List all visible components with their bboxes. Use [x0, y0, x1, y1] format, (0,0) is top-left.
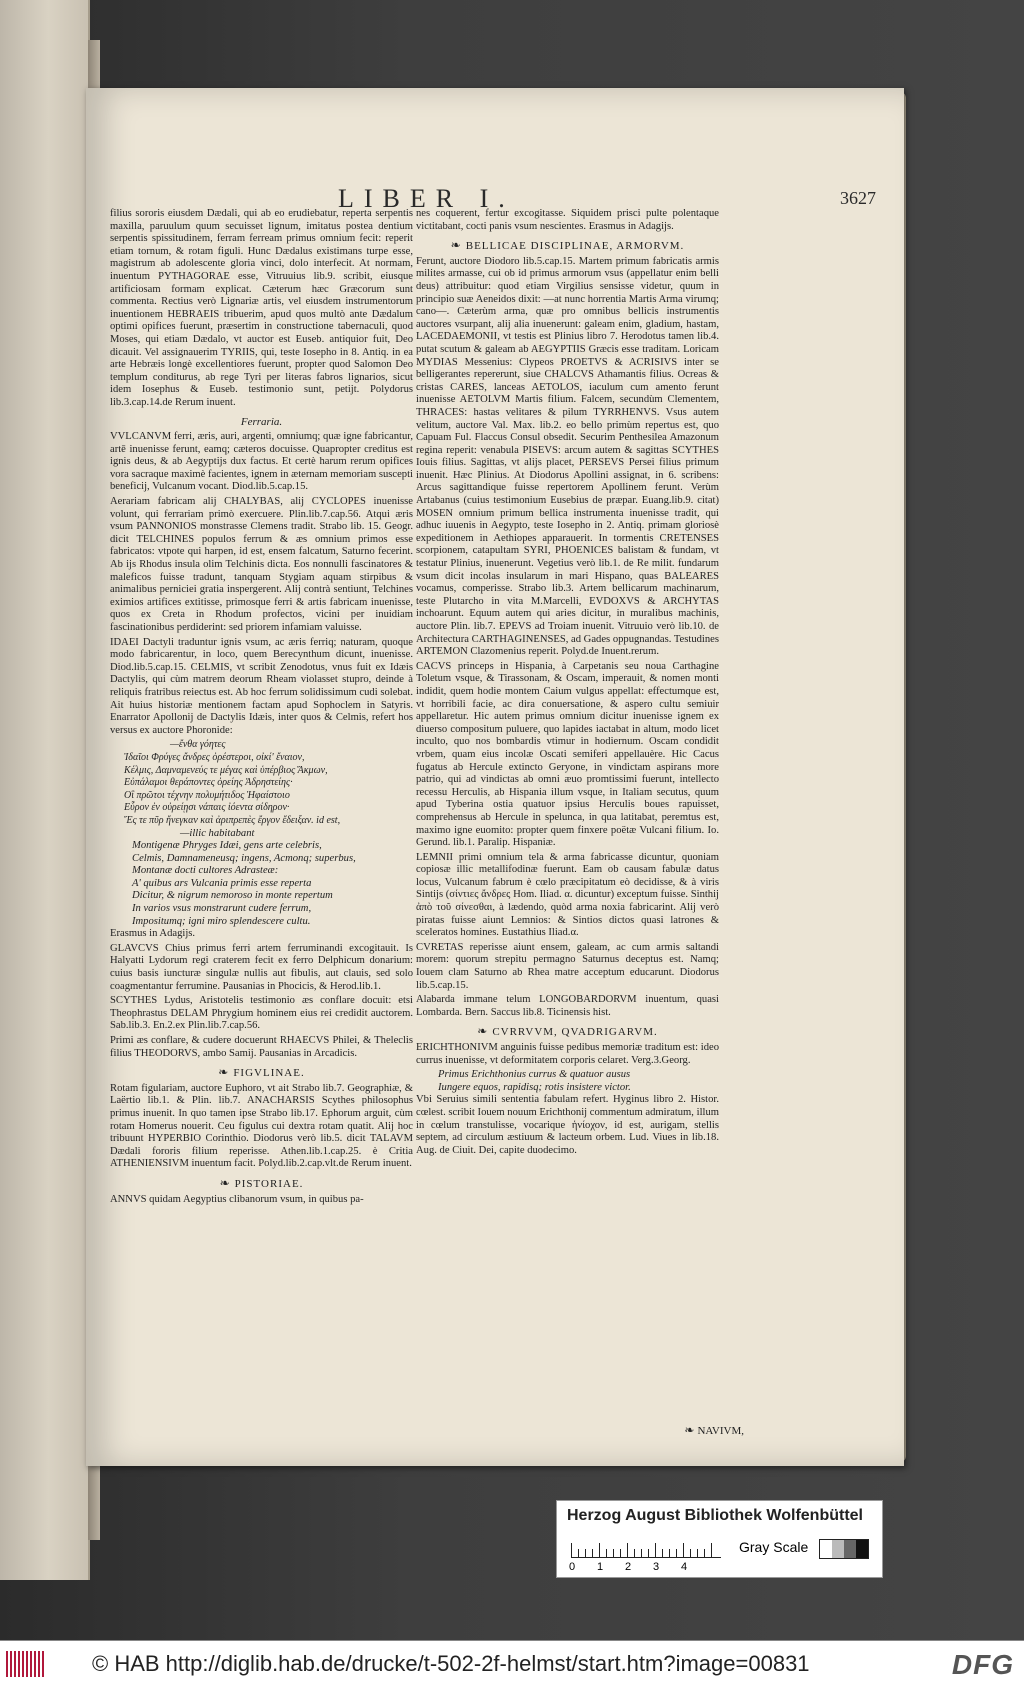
greek-verse-line: Ἰδαῖοι Φρύγες ἄνδρες ὀρέστεροι, οἰκί' ἔναιον, — [124, 751, 305, 763]
ruler-tick — [592, 1549, 593, 1557]
paragraph: Alabarda immane telum LONGOBARDORVM inuentum, quasi Lombarda. Bern. Saccus lib.8. Ticinensis hist. — [416, 994, 719, 1018]
section-heading-curruum — [416, 1025, 719, 1039]
paragraph: nes coquerent, fertur excogitasse. Siquidem prisci pulte polentaque victitabant, cocti panis vsum nescientes. Erasmus in Adagijs. — [416, 208, 719, 232]
ruler-number: 0 — [569, 1561, 576, 1573]
ruler-tick — [669, 1549, 670, 1557]
paragraph: CACVS princeps in Hispania, à Carpetanis seu noua Carthagine Toletum vsque, & Tirassonam, & Oscam, imperauit, & nomen monti indidit, quem hodie montem Caium vulgus appellat: effectumque est, vt horribili facie, ac dira conuersatione, & aspero cultu semiuir appellaretur. Hic autem primus omnium dicitur inuenisse ignem ex diuerso compositum puluere, quo lapides iactabat in altum, modo licet inculto, quo nos bombardis vtimur in hodiernum. Oscam condidit vrbem, quam eius incolæ Oscati semiferi appellauère. Hic Cacus fugatus ab Hercule extincto Geryone, in vindictam aspirans more patrio, qui ad vindictas ab omni æuo promtissimi fuerunt, intellecto recessu Herculis, ab Hispania illum vsque, in Italiam secutus, quum apud Tyberina ostia quatuor ipsius Herculis boues rapuisset, comprehensus ab Hercule in spelunca, in qua latitabat, peremtus est, maximo igne euomito: propter quem finxere poëtæ Vulcani filium. Io. Gerund. lib.1. Paralip. Hispaniæ. — [416, 660, 719, 849]
paragraph: Aerariam fabricam alij CHALYBAS, alij CYCLOPES inuenisse volunt, qui ferrariam primò exercuere. Plin.lib.7.cap.56. Atqui æris vsum PANNONIOS monstrasse Clemens tradit. Strabo lib. 15. Geogr. dicit TELCHINES populos ferrum & æs omnium primos esse fabricatos: vtpote qui harpen, id est, ensem falcatum, Saturno fecerint. Ab ijs Rhodus insula olim Telchinis dicta. Eos nonnulli fascinatores & maleficos fuisse tradunt, tanquam Stygiam aquam stirpibus & animalibus perniciei gratia inspergerent. Alij contrà sentiunt, Telchines eximios artifices extitisse, primosque ferri & artis fabricam inuenisse, quos ex Creta in Rhodum profectos, vicini per inuidiam fascinationibus perdiderint: sed priorem infamiam valuisse. — [110, 496, 413, 633]
ruler-tick — [648, 1549, 649, 1557]
greek-verse-line: Ἔς τε πῦρ ἤνεγκαν καὶ ἀριπρεπὲς ἔργον ἔδειξαν. id est, — [124, 814, 341, 826]
ruler-number: 2 — [625, 1561, 632, 1573]
library-stamp — [556, 1500, 883, 1578]
gray-swatch — [844, 1540, 856, 1558]
fleuron-icon: ❧ — [684, 1423, 698, 1437]
latin-verse-line: Montanæ docti cultores Adrasteæ: — [132, 865, 279, 877]
ruler-tick — [676, 1549, 677, 1557]
section-heading-text: FIGVLINAE. — [233, 1067, 305, 1080]
section-heading-text: CVRRVVM, QVADRIGARVM. — [492, 1026, 658, 1039]
section-heading-text: PISTORIAE. — [234, 1177, 304, 1190]
paragraph: Primi æs conflare, & cudere docuerunt RHAECVS Philei, & Theleclis filius THEODORVS, ambo Samij. Pausanias in Arcadicis. — [110, 1035, 413, 1059]
greek-verse-line: Οἳ πρῶτοι τέχνην πολυμήτιδος Ἡφαίστοιο — [124, 789, 290, 801]
latin-verse-line: In varios vsus monstrarunt cudere ferrum, — [132, 903, 312, 915]
paragraph: Erasmus in Adagijs. — [110, 928, 196, 940]
stamp-title: Herzog August Bibliothek Wolfenbüttel — [567, 1507, 863, 1524]
latin-verse-line: —illic habitabant — [180, 827, 255, 839]
ruler-tick — [627, 1543, 628, 1557]
paragraph: ERICHTHONIVM anguinis fuisse pedibus memoriæ traditum est: ideo currus inuenisse, vt deformitatem corporis celaret. Verg.3.Georg. — [416, 1042, 719, 1066]
ruler-tick — [606, 1549, 607, 1557]
gray-scale-swatches — [819, 1539, 869, 1559]
paragraph: GLAVCVS Chius primus ferri artem ferruminandi excogitauit. Is Halyatti Lydorum regi craterem fecit ex ferro Delphicum donarium: cuius basis iuncturæ singulæ nullis aut fibulis, aut clauis, sed solo coagmentantur ferrumine. Pausanias in Phocicis, & Herod.lib.1. — [110, 942, 413, 992]
ruler-tick — [697, 1549, 698, 1557]
fleuron-icon: ❧ — [450, 238, 466, 253]
latin-verse-line: Celmis, Damnameneusq; ingens, Acmonq; superbus, — [132, 852, 356, 864]
section-heading-ferraria: Ferraria. — [240, 415, 283, 428]
ruler-tick — [704, 1549, 705, 1557]
paragraph: IDAEI Dactyli traduntur ignis vsum, ac æris ferriq; naturam, quoque modo fabricarentur, in loco, quem Berecynthum dicunt, inuenisse. Diod.lib.5.cap.15. CELMIS, vt scribit Zenodotus, vnus fuit ex Idæis Dactylis, qui cùm matrem deorum Rheam violasset stupro, deinde à reliquis fratribus reiectus est. Ab hoc ferrum solidissimum cudi solebat. Ait huius historiæ mentionem factam apud Sophoclem in Satyris. Enarrator Apollonij de Dactylis Idæis, inter quos & Celmis, refert hos versus ex auctore Phoronide: — [110, 636, 413, 736]
latin-verse-line: Impositumq; igni miro splendescere cultu. — [132, 915, 311, 927]
left-page-stack — [0, 0, 90, 1580]
greek-verse-line: Εὗρον ἐν οὐρείῃσι νάπαις ἰόεντα σίδηρον· — [124, 802, 290, 814]
latin-verse-line: Montigenæ Phryges Idæi, gens arte celebris, — [132, 840, 322, 852]
ruler-tick — [690, 1549, 691, 1557]
left-column — [110, 208, 413, 1208]
ruler-tick — [711, 1543, 712, 1557]
paragraph: VVLCANVM ferri, æris, auri, argenti, omniumq; quæ igne fabricantur, artē inuenisse ferunt, eamq; cæteros docuisse. Quapropter creditus est ignis deus, & ab Aegyptijs dux factus. Et certè harum rerum opifices vora sacraque maximè facientes, ignem in æternam memoriam suscepti beneficij, Vulcanum vocant. Diod.lib.5.cap.15. — [110, 431, 413, 493]
ruler-tick — [662, 1549, 663, 1557]
ruler-tick — [634, 1549, 635, 1557]
paragraph: LEMNII primi omnium tela & arma fabricasse dicuntur, quoniam copiosæ illic metallifodinæ fuerunt. Eam ob causam fabulæ datus locus, Vulcanum fabrum è cœlo præcipitatum eò decidisse, & à viris Sintijs (σίντιες ἄνδρες Hom. Iliad. α. dicuntur) exceptum fuisse. Sinthij ἀπὸ τοῦ σίνεσθαι, à lædendo, quòd arma noxia fabricarint. Alij verò piratas fuisse aiunt Lemnios: & Sintios dictos quasi latrones & sceleratos homines. Eustathius Iliad.α. — [416, 851, 719, 939]
gray-swatch — [832, 1540, 844, 1558]
ruler-number: 1 — [597, 1561, 604, 1573]
gray-scale-label: Gray Scale — [739, 1539, 809, 1555]
measurement-ruler — [571, 1537, 721, 1558]
latin-verse-line: A' quibus ars Vulcania primis esse reperta — [132, 877, 312, 889]
ruler-number: 3 — [653, 1561, 660, 1573]
greek-verse-line: —ἔνθα γόητες — [170, 739, 226, 751]
ruler-tick — [641, 1549, 642, 1557]
fleuron-icon: ❧ — [219, 1175, 235, 1190]
page-number: 3627 — [840, 188, 876, 208]
ruler-tick — [655, 1543, 656, 1557]
fleuron-icon: ❧ — [218, 1065, 234, 1080]
ruler-tick — [578, 1549, 579, 1557]
greek-verse-line: Εὐπάλαμοι θεράποντες ὀρείης Ἀδρηστείης· — [124, 777, 293, 789]
gray-swatch — [820, 1540, 832, 1558]
paragraph: Rotam figulariam, auctore Euphoro, vt ait Strabo lib.7. Geographiæ, & Laërtio lib.1. & Plin. lib.7. ANACHARSIS Scythes philosophus primus inuenit. In quo tamen ipse Strabo lib.17. Ephorum arguit, cùm rotam Homerus nouerit. Ceu figulus cui dextra rotam quatit. Alij hoc tribuunt HYPERBIO Corinthio. Diodorus verò lib.5. dicit TALAVM Dædali fororis filium reperisse. Athen.lib.1.cap.25. è Critia ATHENIENSIVM inuentum facit. Polyd.lib.2.cap.vlt.de Rerum inuent. — [110, 1082, 413, 1170]
section-heading-figulinae — [110, 1066, 413, 1080]
paragraph: CVRETAS reperisse aiunt ensem, galeam, ac cum armis saltandi morem: quorum strepitu permagno Saturnus deceptus est. Namq; Iouem clam Saturno ab Rhea matre acceptum educarunt. Diodorus lib.5.cap.15. — [416, 941, 719, 991]
ruler-tick — [585, 1549, 586, 1557]
viewer-footer — [0, 1640, 1024, 1687]
running-head: LIBER I. — [338, 184, 515, 213]
latin-verse-line: Dicitur, & nigrum nemoroso in monte repertum — [132, 890, 333, 902]
section-heading-pistoriae — [110, 1177, 413, 1191]
ruler-tick — [613, 1549, 614, 1557]
right-column — [416, 208, 719, 1159]
section-heading-text: BELLICAE DISCIPLINAE, ARMORVM. — [465, 240, 685, 253]
latin-verse-line: Iungere equos, rapidisq; rotis insistere victor. — [438, 1081, 631, 1093]
paragraph: SCYTHES Lydus, Aristotelis testimonio æs conflare docuit: etsi Theophrastus DELAM Phrygium hominem eius rei credidit auctorem. Sab.lib.3. En.2.ex Plin.lib.7.cap.56. — [110, 995, 413, 1032]
paragraph: Ferunt, auctore Diodoro lib.5.cap.15. Martem primum fabricatis armis milites armasse, cui ob id primus armorum vsus (appellatur enim belli deus) attribuitur: quod etiam Virgilius sensisse videtur, quum in principio suæ Aeneidos dixit: —at nunc horrentia Martis Arma virumq; cano—. Cæterùm arma, quæ pro omnibus bellicis instrumentis auctores vsurpant, alij alia inuenerunt: galeam enim, gladium, hastam, LACEDAEMONII, vt testis est Plinius libro 7. Herodotus tamen lib.4. putat scutum & galeam ab AEGYPTIIS Græcis esse traditam. Loricam MYDIAS Messenius: Clypeos PROETVS & ACRISIVS inter se belligerantes repererunt, siue CHALCVS Athamantis filius. Ocreas & cristas CARES, lanceas AETOLOS, iaculum cum amento ferunt inuenisse AETOLVM Martis filium. Falcem, secundùm Clementem, THRACES: hastas velitares & pilum TYRRHENVS. Vsus autem velitum, auctore Val. Max. lib.2. eo bello primùm repertus est, quo Capuam Ful. Flaccus Consul obsedit. Securim Penthesilea Amazonum regina reperit: venabula PISEVS: arcum autem & sagittas SCYTHES Iouis filius. Sagittas, vt alijs placet, PERSEVS Persei filius primum inuenit. Hæc Plinius. At Diodorus Apollini assignat, in 6. scribens: Arcus sagittandique fuisse repertorem Apollinem ferunt. Verùm Artabanus (cuius testimonium Eusebius de præpar. Euang.lib.9. citat) MOSEN omnium primum bellica instrumenta inuenisse tradit, qui adhuc iuuenis in Aegypto, teste Iosepho in 2. Antiq. primam gloriosè expeditionem in Aethiopes apparauerit. In tormentis CRETENSES scorpionem, catapultam SYRI, PHOENICES balistam & fundam, vt testatur Plinius, inuenerunt. Vegetius verò lib.1. de Re milit. fundarum vsum dicit incolas insularum in mari Hispano, quas BALEARES vocamus, comperisse. Strabo lib.3. Artem bellicarum machinarum, teste Plutarcho in vita M.Marcelli, EVDOXVS & ARCHYTAS inchoarunt. Equum autem qui aries dicitur, in muralibus machinis, auctore Plin. lib.7. EPEVS ad Troiam inuenit. Vitruuio verò lib.10. de Architectura CARTHAGINENSES, ad Gades oppugnandas. Testudines ARTEMON Clazomenius reperit. Polyd.de Inuent.rerum. — [416, 255, 719, 658]
dfg-logo: DFG — [951, 1649, 1014, 1680]
ruler-tick — [599, 1543, 600, 1557]
ruler-tick — [683, 1543, 684, 1557]
paragraph: Vbi Seruius simili sententia fabulam refert. Hyginus libro 2. Histor. cœlest. scribit Iouem nouum Erichthonij commentum admiratum, illum in cœlum transtulisse, vocarique ἡνίοχον, id est, aurigam, stellis septem, ad circulum æstiuum & lacteum orbem. Lud. Viues in lib.18. Aug. de Ciuit. Dei, capite duodecimo. — [416, 1094, 719, 1156]
greek-verse-line: Κέλμις, Δαμναμενεύς τε μέγας καὶ ὑπέρβιος Ἄκμων, — [124, 764, 328, 776]
paragraph: ANNVS quidam Aegyptius clibanorum vsum, in quibus pa- — [110, 1193, 364, 1205]
latin-verse-line: Primus Erichthonius currus & quatuor ausus — [438, 1069, 631, 1081]
source-url-link[interactable]: © HAB http://diglib.hab.de/drucke/t-502-2f-helmst/start.htm?image=00831 — [92, 1651, 810, 1676]
catchword — [684, 1423, 744, 1438]
barcode-icon — [6, 1651, 46, 1677]
catchword-text: NAVIVM, — [697, 1425, 744, 1437]
book-page — [86, 88, 904, 1466]
gray-swatch — [856, 1540, 868, 1558]
ruler-number: 4 — [681, 1561, 688, 1573]
ruler-tick — [620, 1549, 621, 1557]
fleuron-icon: ❧ — [477, 1024, 493, 1039]
paragraph: filius sororis eiusdem Dædali, qui ab eo erudiebatur, reperta serpentis maxilla, paruulum quum secuisset lignum, imitatus postea dentium serpentis spissitudinem, ferram ferream primus omnium fecit: reperit etiam tornum, & rotam figuli. Hunc Dædalus existimans turpe esse, magistrum ab adolescente gloria vinci, dolo interfecit. At normam, inuentum PYTHAGORAE esse, Vitruuius lib.9. scribit, eiusque artificiosam formam explicat. Cæterum hæc Græcorum sunt commenta. Rectius verò Lignariæ artis, vel eiusdem instrumentorum inuentionem HEBRAEIS tribuerim, apud quos multò ante Dædalum optimi opifices fuerunt, præsertim in constructione tabernaculi, quod Moses, qui etiam Dædalo, vt auctor est Euseb. antiquior fuit, Deo dicauit. Vel assignauerim TYRIIS, qui, teste Iosepho in 8. Antiq. in ea arte Hebræis longè excellentiores fuerunt, propter quod Salomon Deo templum conditurus, ab rege Tyri per literas fabros lignarios, sicut idem Iosephus & Euseb. testimonio sunt, petijt. Polydorus lib.3.cap.14.de Rerum inuent. — [110, 208, 413, 408]
section-heading-bellicae — [416, 239, 719, 253]
ruler-tick — [571, 1543, 572, 1557]
